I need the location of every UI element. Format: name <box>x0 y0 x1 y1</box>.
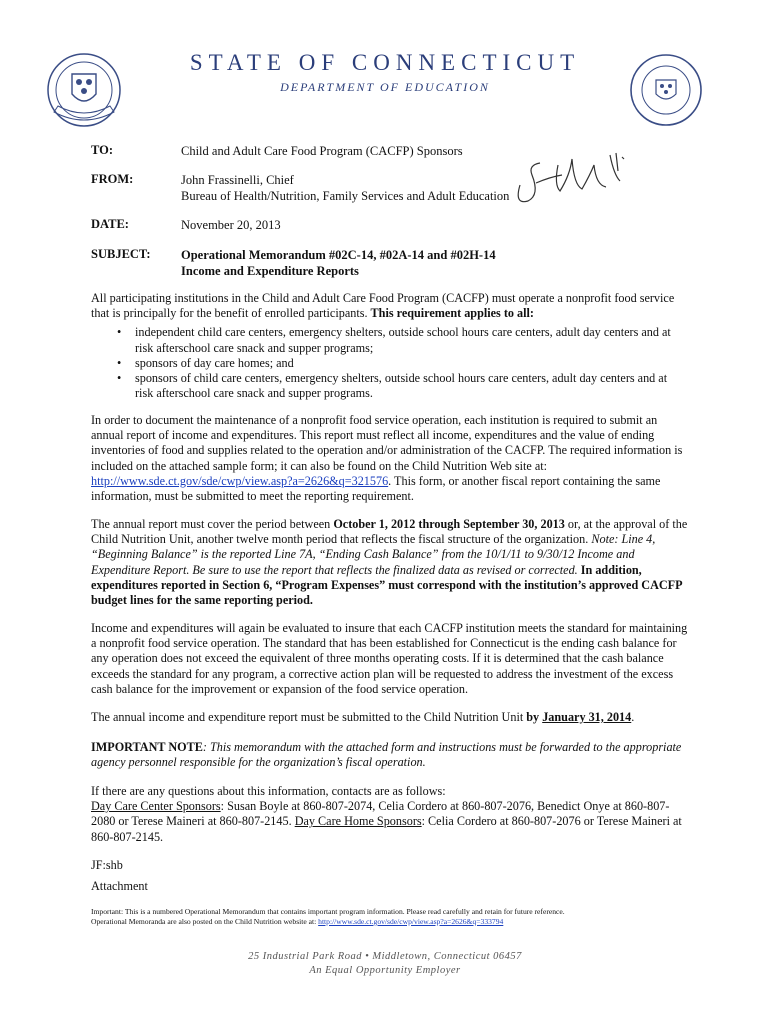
list-item: • sponsors of child care centers, emergency shelters, outside school hours care centers, adult day centers and at risk afterschool care snack and supper programs. <box>91 371 688 401</box>
subject-line-1: Operational Memorandum #02C-14, #02A-14 and #02H-14 <box>181 248 496 262</box>
center-sponsors-label: Day Care Center Sponsors <box>91 799 221 814</box>
intro-paragraph <box>91 291 688 321</box>
header-subtitle: DEPARTMENT OF EDUCATION <box>280 80 490 94</box>
intro-text: All participating institutions in the Child and Adult Care Food Program (CACFP) must operate a nonprofit food service that is principally for the benefit of enrolled participants. <box>91 291 675 321</box>
fine-print <box>91 907 691 927</box>
expenses-note: In addition, expenditures reported in Section 6, “Program Expenses” must correspond with the institution’s approved CACFP budget lines for the same reporting period. <box>91 562 682 608</box>
paragraph-text: Income and expenditures will again be evaluated to insure that each CACFP institution meets the standard for maintaining a nonprofit food service operation. The standard that has been established for Connecticut is the ending cash balance for any operation does not exceed the equivalent of three months operating costs. If it is determined that the cash balance exceeds the standard for any program, a corrective action plan will be requested to address the investment of the excess cash balance for the improvement or expansion of the food service operation. <box>91 621 688 696</box>
date-label: DATE: <box>91 217 129 231</box>
memoranda-link[interactable]: http://www.sde.ct.gov/sde/cwp/view.asp?a=2626&q=333794 <box>318 917 504 926</box>
signature <box>510 145 640 215</box>
deadline-date: January 31, 2014 <box>542 710 632 724</box>
intro-emphasis: This requirement applies to all: <box>370 306 534 321</box>
subject-label: SUBJECT: <box>91 247 151 261</box>
home-sponsors-label: Day Care Home Sponsors <box>294 814 422 829</box>
period-dates: October 1, 2012 through September 30, 2013 <box>333 517 565 531</box>
footer-address: 25 Industrial Park Road • Middletown, Connecticut 06457 <box>248 951 522 962</box>
intro-section <box>91 291 688 401</box>
paragraph-important <box>91 740 688 770</box>
fine-print-line: Operational Memoranda are also posted on the Child Nutrition website at: <box>91 917 317 926</box>
paragraph-text: The annual report must cover the period between <box>91 517 331 531</box>
date-value: November 20, 2013 <box>181 218 281 232</box>
web-site-link[interactable]: http://www.sde.ct.gov/sde/cwp/view.asp?a=2626&q=321576 <box>91 473 389 488</box>
initials: JF:shb <box>91 858 123 872</box>
from-bureau: Bureau of Health/Nutrition, Family Services and Adult Education <box>181 189 510 203</box>
important-label: IMPORTANT NOTE <box>91 740 203 754</box>
paragraph-text: : Celia Cordero at 860-807-2076 or Terese Maineri at 860-807-2145. <box>91 814 682 844</box>
paragraph-evaluation <box>91 621 688 697</box>
list-item: • independent child care centers, emergency shelters, outside school hours care centers, adult day centers and at risk afterschool care snack and supper programs; <box>91 325 688 355</box>
paragraph-text: If there are any questions about this information, contacts are as follows: <box>91 784 446 798</box>
subject-line-2: Income and Expenditure Reports <box>181 264 359 278</box>
paragraph-contacts <box>91 784 688 845</box>
to-value: Child and Adult Care Food Program (CACFP) Sponsors <box>181 144 463 158</box>
to-label: TO: <box>91 143 113 157</box>
from-label: FROM: <box>91 172 134 186</box>
important-text: : This memorandum with the attached form and instructions must be forwarded to the appropriate agency personnel responsible for the organization’s fiscal operation. <box>91 740 682 770</box>
paragraph-deadline: The annual income and expenditure report must be submitted to the Child Nutrition Unit by January 31, 2014. <box>91 710 635 724</box>
fine-print-line: Important: This is a numbered Operational Memorandum that contains important program information. Please read carefully and retain for future reference. <box>91 907 565 916</box>
paragraph-text: . This form, or another fiscal report containing the same information, must be submitted to meet the reporting requirement. <box>91 473 661 504</box>
board-of-education-seal-icon <box>628 52 704 128</box>
footer-employer: An Equal Opportunity Employer <box>309 965 461 976</box>
paragraph-period <box>91 517 688 608</box>
eligibility-list <box>91 325 688 401</box>
paragraph-text: or, at the approval of the Child Nutrition Unit, another twelve month period that reflects the fiscal structure of the organization. <box>91 517 688 547</box>
deadline-by: by <box>526 710 540 724</box>
list-item: • sponsors of day care homes; and <box>91 356 688 371</box>
paragraph-text: : Susan Boyle at 860-807-2074, Celia Cordero at 860-807-2076, Benedict Onye at 860-807-2080 or Terese Maineri at 860-807-2145. <box>91 799 670 829</box>
paragraph-text: The annual income and expenditure report must be submitted to the Child Nutrition Unit <box>91 710 524 724</box>
attachment-label: Attachment <box>91 879 148 893</box>
paragraph-text: In order to document the maintenance of a nonprofit food service operation, each institution is required to submit an annual report of income and expenditures. This report must reflect all income, expenditures and the value of ending inventories of food and supplies related to the operation and/or administration of the CACFP. The required information is included on the attached sample form; it can also be found on the Child Nutrition Web site at: <box>91 413 683 473</box>
from-name: John Frassinelli, Chief <box>181 173 294 187</box>
balance-note: Note: Line 4, “Beginning Balance” is the reported Line 7A, “Ending Cash Balance” from the 10/1/11 to 9/30/12 Income and Expenditure Report. Be sure to use the report that reflects the finalized data as revised or corrected. <box>91 532 656 577</box>
paragraph-reporting <box>91 413 688 504</box>
header-title: STATE OF CONNECTICUT <box>189 50 581 75</box>
